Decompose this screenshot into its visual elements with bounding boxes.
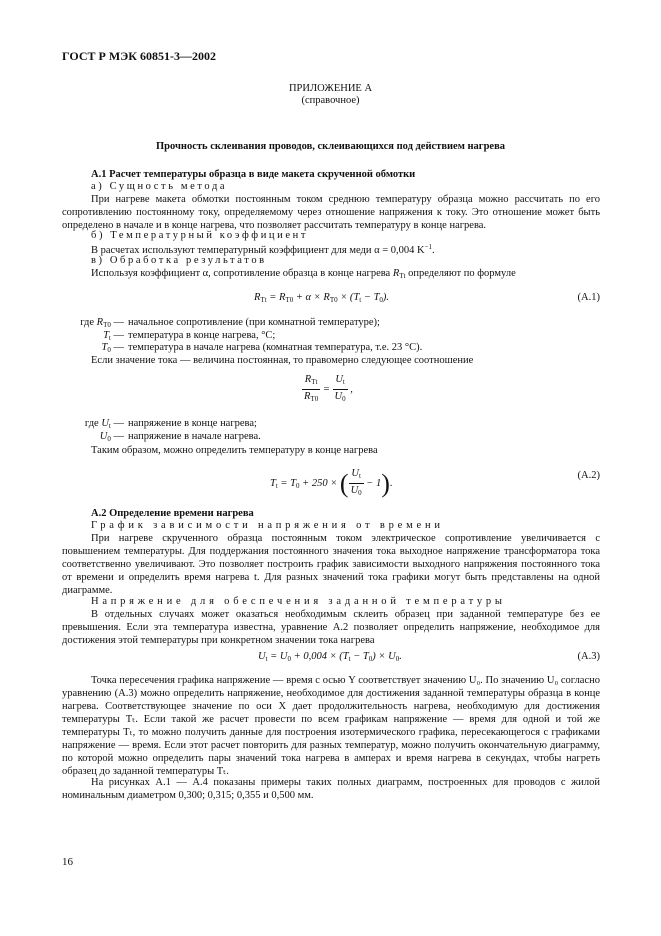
equation-a2: $T_t = T_0 + 250$ × ( $\frac{U_t}{U_0}$ − 1). (А.2) bbox=[270, 468, 600, 498]
section-heading: Прочность склеивания проводов, склеивающихся под действием нагрева bbox=[156, 141, 505, 152]
graph-text: При нагреве скрученного образца постоянным током электрическое сопротивление увеличивается с повышением температуры. Для поддержания постоянного значения тока выходное напряжение трансформатора тока соответственно увеличивают. Это позволяет построить график зависимости выходного напряжения постоянного тока от времени и определить время нагрева t. Для разных значений тока графики могут быть представлены на одной диаграмме. bbox=[62, 533, 600, 596]
graph-label: График зависимости напряжения от времени bbox=[91, 520, 444, 531]
subsection-c-label: в) Обработка результатов bbox=[91, 255, 267, 266]
constant-current-text: Если значение тока — величина постоянная, то правомерно следующее соотношение bbox=[91, 355, 474, 366]
page-number: 16 bbox=[62, 856, 73, 868]
subsection-b-label: б) Температурный коэффициент bbox=[91, 230, 309, 241]
subsection-a-text: При нагреве макета обмотки постоянным током среднюю температуру образца можно рассчитать по его сопротивлению постоянному току, определяемому через отношение напряжения к току. Это отношение может быть определено в начале и в конце нагрева, что позволяет рассчитать температуру в конце нагрева. bbox=[62, 194, 600, 231]
thus-text: Таким образом, можно определить температуру в конце нагрева bbox=[91, 445, 378, 456]
subsection-b-text: В расчетах используют температурный коэффициент для меди α = 0,004 $K^{-1}$. bbox=[91, 243, 435, 256]
equation-a2-number: (А.2) bbox=[577, 470, 600, 481]
appendix-subtitle: (справочное) bbox=[301, 95, 360, 106]
subsection-c-text: Используя коэффициент α, сопротивление образца в конце нагрева $R_{Tt}$ определяют по формуле bbox=[91, 268, 516, 280]
figures-paragraph: На рисунках А.1 — А.4 показаны примеры таких полных диаграмм, построенных для проводов с жилой номинальным диаметром 0,300; 0,315; 0,355 и 0,500 мм. bbox=[62, 777, 600, 801]
section-a1-title: А.1 Расчет температуры образца в виде макета скрученной обмотки bbox=[91, 169, 416, 180]
voltage-label: Напряжение для обеспечения заданной температуры bbox=[91, 596, 506, 607]
subsection-a-label: а) Сущность метода bbox=[91, 181, 228, 192]
appendix-title: ПРИЛОЖЕНИЕ А bbox=[288, 83, 373, 94]
document-header: ГОСТ Р МЭК 60851-3—2002 bbox=[62, 49, 216, 63]
voltage-text: В отдельных случаях может оказаться необходимым склеить образец при заданной температуре без ее превышения. Если эта температура известна, уравнение А.2 позволяет определить напряжение, необходимое для достижения этой температуры при конкретном значении тока нагрева bbox=[62, 609, 600, 646]
equation-a3-number: (А.3) bbox=[577, 651, 600, 662]
section-a2-title: А.2 Определение времени нагрева bbox=[91, 508, 254, 519]
intersection-paragraph: Точка пересечения графика напряжение — время с осью Y соответствует значению U₀. По значению U₀ согласно уравнению (А.3) можно определить напряжение, необходимое для достижения заданной температуры образца в конце нагрева. Соответствующее значение по оси X дает продолжительность нагрева, необходимую для достижения температуры Tₜ. Если такой же расчет провести по всем графикам напряжение — время для одной и той же температуры Tₜ, то можно получить данные для построения изотермического графика, пересекающегося с графиками напряжение — время. Если этот расчет повторить для разных температур, можно получить окончательную диаграмму, по которой можно определить пары значений тока нагрева в амперах и время нагрева в секундах, чтобы нагреть образец до заданной температуры Tₜ. bbox=[62, 675, 600, 777]
equation-a1-number: (А.1) bbox=[577, 292, 600, 303]
